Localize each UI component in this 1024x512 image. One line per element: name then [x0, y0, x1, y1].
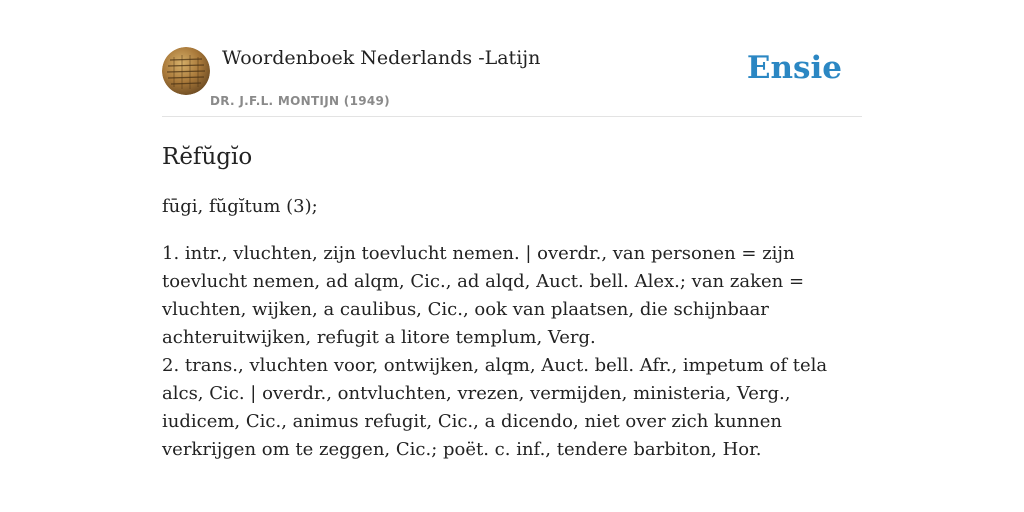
dictionary-author: DR. J.F.L. MONTIJN (1949) — [210, 94, 390, 108]
entry-senses — [162, 240, 862, 464]
dictionary-logo[interactable] — [162, 47, 210, 95]
entry-sense: 1. intr., vluchten, zijn toevlucht nemen. | overdr., van personen = zijn toevlucht nemen, ad alqm, Cic., ad alqd, Auct. bell. Alex.; van zaken = vluchten, wijken, a caulibus, Cic., ook van plaatsen, die schijnbaar achteruitwijken, refugit a litore templum, Verg. — [162, 243, 805, 348]
entry-card — [162, 0, 862, 464]
entry-sense: 2. trans., vluchten voor, ontwijken, alqm, Auct. bell. Afr., impetum of tela alcs, Cic. | overdr., ontvluchten, vrezen, vermijden, ministeria, Verg., iudicem, Cic., animus refugit, Cic., a dicendo, niet over zich kunnen verkrijgen om te zeggen, Cic.; poët. c. inf., tendere barbiton, Hor. — [162, 355, 828, 460]
entry-headword: Rĕfŭgĭo — [162, 144, 253, 170]
dictionary-title[interactable]: Woordenboek Nederlands -Latijn — [222, 47, 541, 69]
entry-header — [162, 0, 862, 117]
brand-logo[interactable]: Ensie — [746, 50, 842, 86]
bronze-seal-icon — [162, 47, 210, 95]
entry-forms: fūgi, fŭgĭtum (3); — [162, 196, 318, 217]
